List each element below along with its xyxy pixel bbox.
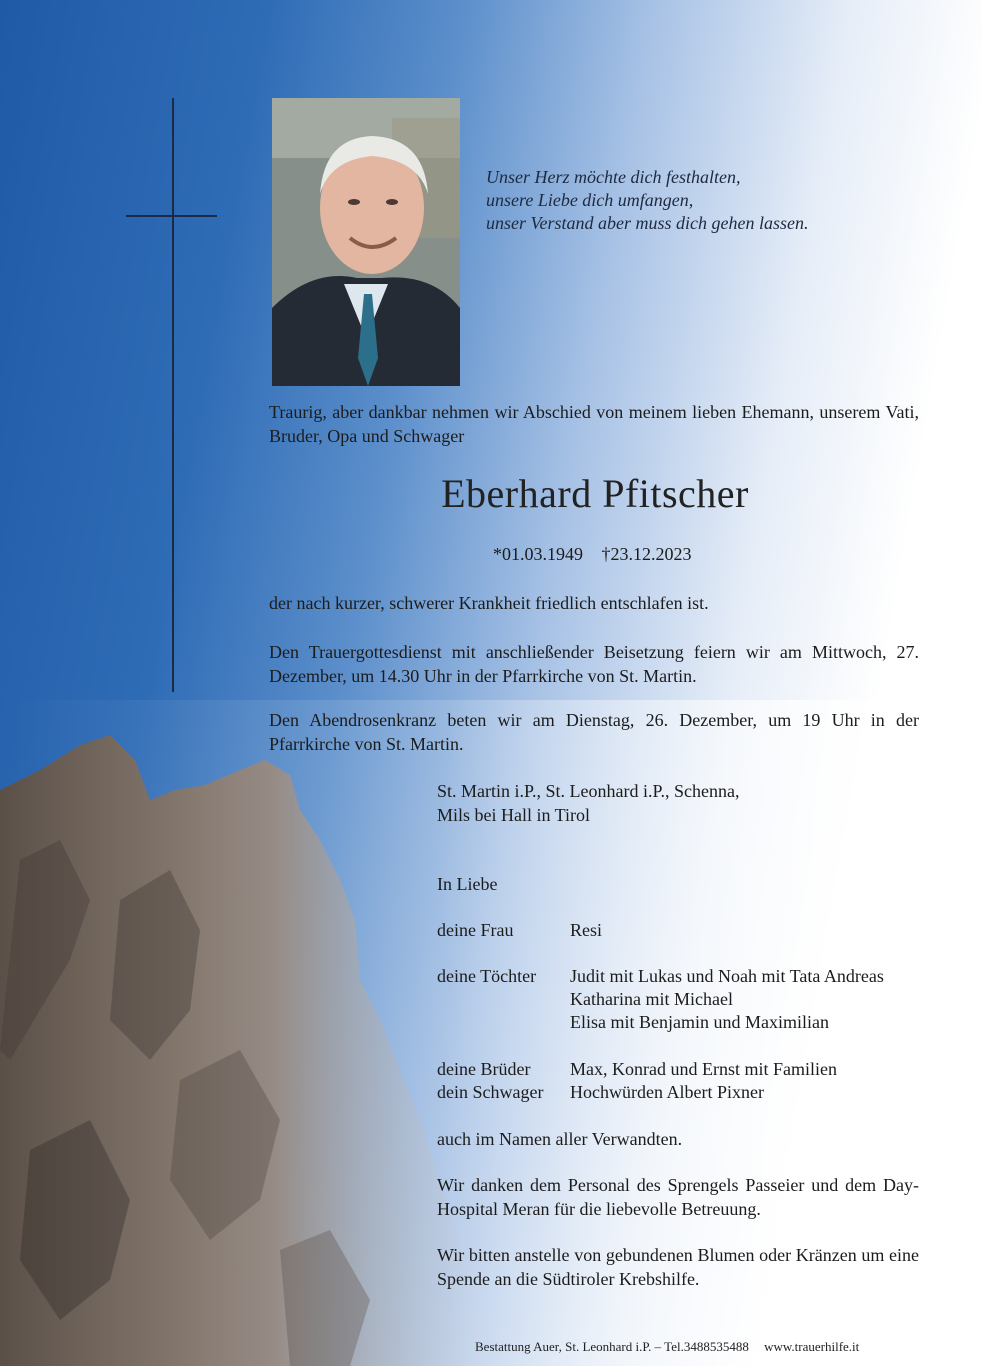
family-name: Hochwürden Albert Pixner <box>570 1082 764 1102</box>
thanks-text: Wir danken dem Personal des Sprengels Passeier und dem Day-Hospital Meran für die liebevolle Betreuung. <box>437 1175 919 1219</box>
funeral-service-text: Den Trauergottesdienst mit anschließender Beisetzung feiern wir am Mittwoch, 27. Dezember, um 14.30 Uhr in der Pfarrkirche von St. Martin. <box>269 642 919 686</box>
family-name: Elisa mit Benjamin und Maximilian <box>570 1012 829 1032</box>
quote-line: unser Verstand aber muss dich gehen lassen. <box>486 213 809 233</box>
family-name: Katharina mit Michael <box>570 989 733 1009</box>
portrait-photo <box>272 98 460 386</box>
quote-line: Unser Herz möchte dich festhalten, <box>486 167 741 187</box>
funeral-home-info: Bestattung Auer, St. Leonhard i.P. – Tel.3488535488 <box>475 1339 749 1354</box>
passing-text: der nach kurzer, schwerer Krankheit friedlich entschlafen ist. <box>269 593 709 613</box>
footer <box>475 1339 859 1355</box>
places-text <box>437 779 917 827</box>
rosary-text: Den Abendrosenkranz beten wir am Dienstag, 26. Dezember, um 19 Uhr in der Pfarrkirche von St. Martin. <box>269 710 919 754</box>
family-name: Judit mit Lukas und Noah mit Tata Andreas <box>570 966 884 986</box>
family-relation: deine Brüder <box>437 1059 531 1079</box>
quote-line: unsere Liebe dich umfangen, <box>486 190 694 210</box>
cross-horizontal-line <box>126 215 217 217</box>
birth-date: *01.03.1949 <box>493 544 583 564</box>
family-relation: deine Töchter <box>437 966 537 986</box>
family-relation: deine Frau <box>437 920 514 940</box>
family-names <box>570 1081 764 1104</box>
family-names <box>570 1058 837 1081</box>
relatives-text: auch im Namen aller Verwandten. <box>437 1129 683 1149</box>
memorial-quote <box>486 166 906 235</box>
family-names <box>570 965 884 1034</box>
deceased-name: Eberhard Pfitscher <box>441 471 749 516</box>
death-date: †23.12.2023 <box>601 544 692 564</box>
family-name: Resi <box>570 920 603 940</box>
places-line: St. Martin i.P., St. Leonhard i.P., Schenna, <box>437 781 740 801</box>
family-relation: dein Schwager <box>437 1082 544 1102</box>
family-name: Max, Konrad und Ernst mit Familien <box>570 1059 837 1079</box>
life-dates <box>493 544 706 565</box>
website-link[interactable]: www.trauerhilfe.it <box>764 1339 860 1354</box>
places-line: Mils bei Hall in Tirol <box>437 805 591 825</box>
cross-vertical-line <box>172 98 174 692</box>
in-liebe-label: In Liebe <box>437 874 498 894</box>
family-names <box>570 919 602 942</box>
intro-text: Traurig, aber dankbar nehmen wir Abschied von meinem lieben Ehemann, unserem Vati, Bruder, Opa und Schwager <box>269 402 919 446</box>
donation-text: Wir bitten anstelle von gebundenen Blumen oder Kränzen um eine Spende an die Südtiroler Krebshilfe. <box>437 1245 919 1289</box>
